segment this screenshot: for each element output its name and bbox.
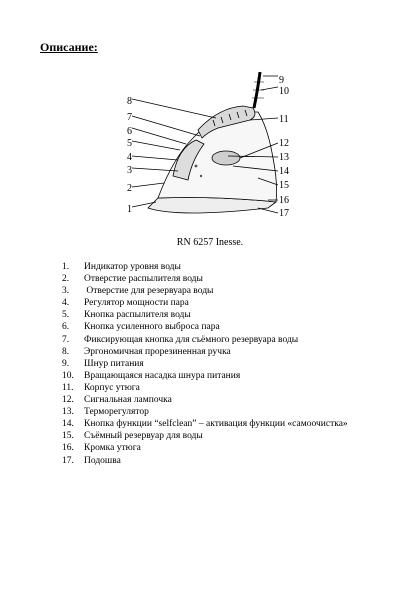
item-label: Сигнальная лампочка [84,395,172,406]
list-item [62,321,402,333]
item-label: Эргономичная прорезиненная ручка [84,346,231,357]
list-item [62,418,402,430]
item-number: 9. [62,358,70,369]
item-number: 12. [62,395,74,406]
callout-12: 12 [279,138,289,149]
list-item [62,382,402,394]
item-label: Терморегулятор [84,407,149,418]
callout-17: 17 [279,208,289,219]
list-item [62,273,402,285]
callout-10: 10 [279,86,289,97]
dial-shape [212,151,240,165]
list-item [62,309,402,321]
item-label: Подошва [84,455,121,466]
parts-list [62,261,402,467]
callout-2: 2 [127,183,132,194]
callout-15: 15 [279,180,289,191]
item-number: 4. [62,298,70,309]
list-item [62,285,402,297]
callout-13: 13 [279,152,289,163]
list-item [62,358,402,370]
item-number: 14. [62,419,74,430]
list-item [62,297,402,309]
callout-1: 1 [127,204,132,215]
item-label: Кнопка функции “selfclean” – активация функции «самоочистка» [84,419,348,430]
item-number: 2. [62,274,70,285]
callout-4: 4 [127,152,132,163]
item-number: 1. [62,262,70,272]
item-number: 10. [62,370,74,381]
list-item [62,334,402,346]
section-heading: Описание: [40,40,98,54]
list-item [62,394,402,406]
item-label: Съёмный резервуар для воды [84,431,203,442]
figure-caption: RN 6257 Inesse. [176,237,244,248]
item-label: Шнур питания [84,358,144,369]
list-item [62,370,402,382]
item-label: Индикатор уровня воды [84,262,181,272]
list-item [62,455,402,467]
callout-3: 3 [127,165,132,176]
item-number: 6. [62,322,70,333]
item-number: 7. [62,334,70,345]
item-label: Кнопка усиленного выброса пара [84,322,220,333]
item-number: 11. [62,382,74,393]
item-label: Кнопка распылителя воды [84,310,191,321]
item-label: Отверстие распылителя воды [84,274,203,285]
callout-9: 9 [279,75,284,86]
item-label: Кромка утюга [84,443,141,454]
item-number: 17. [62,455,74,466]
item-label: Вращающаяся насадка шнура питания [84,370,241,381]
list-item [62,430,402,442]
item-number: 5. [62,310,70,321]
list-item [62,442,402,454]
item-number: 8. [62,346,70,357]
list-item [62,346,402,358]
item-number: 13. [62,407,74,418]
list-item [62,406,402,418]
callout-6: 6 [127,126,132,137]
item-label: Фиксирующая кнопка для съёмного резервуара воды [84,334,299,345]
list-item [62,261,402,273]
callout-14: 14 [279,166,289,177]
item-label: Регулятор мощности пара [84,298,189,309]
item-number: 16. [62,443,74,454]
item-number: 3. [62,286,70,297]
callout-11: 11 [279,114,289,125]
item-label: Отверстие для резервуара воды [84,286,214,297]
item-number: 15. [62,431,74,442]
callout-7: 7 [127,112,132,123]
item-label: Корпус утюга [84,382,140,393]
callout-16: 16 [279,195,289,206]
callout-8: 8 [127,96,132,107]
callout-5: 5 [127,138,132,149]
